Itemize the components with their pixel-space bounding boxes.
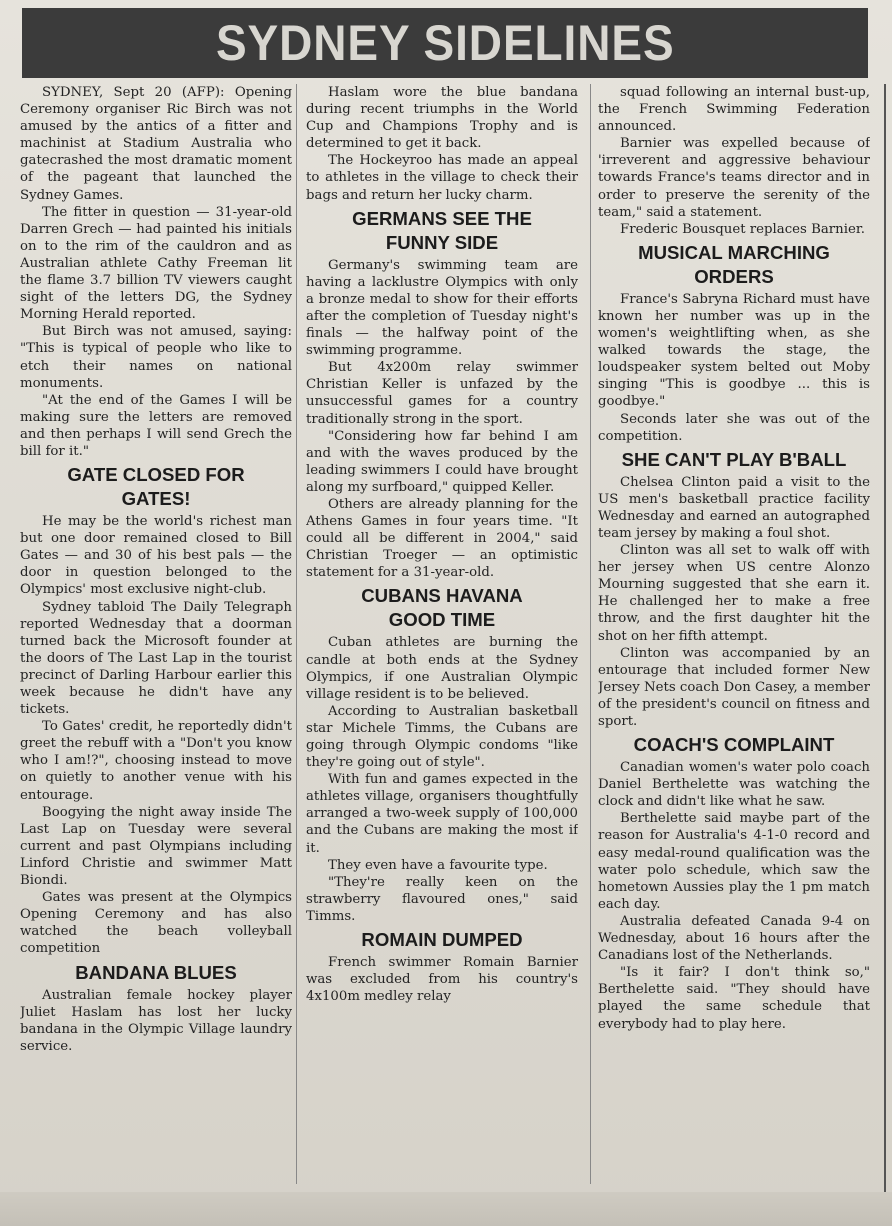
article-paragraph: "Is it fair? I don't think so," Berthelette said. "They should have played the same schedule that everybody had to play here.: [598, 965, 870, 1032]
headline-line: CUBANS HAVANA: [361, 585, 523, 607]
column-3: [598, 84, 870, 1218]
column-divider: [590, 84, 591, 1184]
article-paragraph: Clinton was accompanied by an entourage that included former New Jersey Nets coach Don Casey, a member of the president's council on fitness and sport.: [598, 645, 870, 729]
article-paragraph: Clinton was all set to walk off with her jersey when US centre Alonzo Mourning suggested that she earn it. He challenged her to make a free throw, and the first daughter hit the shot on her fifth attempt.: [598, 543, 870, 644]
article-paragraph: Australia defeated Canada 9-4 on Wednesday, about 16 hours after the Canadians lost of the Netherlands.: [598, 913, 870, 964]
headline-romain-dumped: ROMAIN DUMPED: [361, 929, 523, 951]
masthead-banner: [22, 8, 868, 78]
article-paragraph: Gates was present at the Olympics Opening Ceremony and has also watched the beach volleyball competition: [20, 890, 292, 957]
article-paragraph: Chelsea Clinton paid a visit to the US men's basketball practice facility Wednesday and earned an autographed team jersey by making a foul shot.: [598, 474, 870, 541]
article-paragraph: Barnier was expelled because of 'irreverent and aggressive behaviour towards France's teams director and in order to preserve the serenity of the team," said a statement.: [598, 136, 870, 220]
headline-line: GOOD TIME: [388, 609, 496, 631]
article-paragraph: Canadian women's water polo coach Daniel Berthelette was watching the clock and didn't like what he saw.: [598, 760, 870, 810]
article-paragraph: French swimmer Romain Barnier was excluded from his country's 4x100m medley relay: [306, 955, 578, 1005]
headline-line: MUSICAL MARCHING: [638, 241, 830, 263]
article-paragraph: With fun and games expected in the athletes village, organisers thoughtfully arranged a two-week supply of 100,000 and the Cubans are making the most if it.: [306, 772, 578, 856]
headline-line: GERMANS SEE THE: [352, 207, 532, 229]
headline-cant-play-bball: SHE CAN'T PLAY B'BALL: [621, 448, 847, 470]
article-paragraph: France's Sabryna Richard must have known her number was up in the women's weightlifting when, as she walked towards the stage, the loudspeaker system belted out Moby singing "This is goodbye ... this is goodbye.": [598, 291, 870, 410]
article-paragraph: Others are already planning for the Athens Games in four years time. "It could all be different in 2004," said Christian Troeger — an optimistic statement for a 31-year-old.: [306, 496, 578, 581]
page-border: [884, 84, 886, 1194]
article-paragraph: Germany's swimming team are having a lacklustre Olympics with only a bronze medal to show for their efforts after the completion of Tuesday night's finals — the halfway point of the swimming programme.: [306, 257, 578, 359]
headline-line: FUNNY SIDE: [385, 231, 499, 253]
article-paragraph: Seconds later she was out of the competition.: [598, 411, 870, 444]
article-paragraph: "Considering how far behind I am and with the waves produced by the leading swimmers I could have brought along my surfboard," quipped Keller.: [306, 428, 578, 495]
article-paragraph: Frederic Bousquet replaces Barnier.: [620, 221, 865, 237]
headline-germans: [306, 207, 578, 255]
headline-bandana-blues: BANDANA BLUES: [75, 961, 237, 983]
page-bottom-edge: [0, 1192, 892, 1226]
article-paragraph: "They're really keen on the strawberry flavoured ones," said Timms.: [306, 874, 578, 924]
headline-cubans: [306, 584, 578, 632]
article-paragraph: But 4x200m relay swimmer Christian Keller is unfazed by the unsuccessful games for a country traditionally strong in the sport.: [306, 360, 578, 427]
article-paragraph: SYDNEY, Sept 20 (AFP): Opening Ceremony organiser Ric Birch was not amused by the antics of a fitter and machinist at Stadium Australia who gatecrashed the most dramatic moment of the pageant that launched the Sydney Games.: [20, 85, 292, 203]
article-paragraph: According to Australian basketball star Michele Timms, the Cubans are going through Olympic condoms "like they're going out of style".: [306, 703, 578, 771]
article-paragraph: Sydney tabloid The Daily Telegraph reported Wednesday that a doorman turned back the Microsoft founder at the doors of The Last Lap in the tourist precinct of Darling Harbour earlier this week because he didn't have any tickets.: [20, 599, 292, 718]
article-paragraph: Boogying the night away inside The Last Lap on Tuesday were several current and past Olympians including Linford Christie and swimmer Matt Biondi.: [20, 804, 292, 889]
article-paragraph: Cuban athletes are burning the candle at both ends at the Sydney Olympics, if one Australian Olympic village resident is to be believed.: [306, 635, 578, 702]
article-paragraph: Australian female hockey player Juliet Haslam has lost her lucky bandana in the Olympic Village laundry service.: [20, 987, 292, 1054]
article-paragraph: "At the end of the Games I will be making sure the letters are removed and then perhaps I will send Grech the bill for it.": [20, 392, 292, 459]
headline-musical-orders: [598, 241, 870, 289]
headline-gate-closed: [20, 463, 292, 511]
headline-line: ORDERS: [694, 265, 774, 287]
article-paragraph: The fitter in question — 31-year-old Darren Grech — had painted his initials on to the rim of the cauldron and as Australian athlete Cathy Freeman lit the flame 3.7 billion TV viewers caught sight of the letters DG, the Sydney Morning Herald reported.: [20, 204, 292, 323]
article-paragraph: Berthelette said maybe part of the reason for Australia's 4-1-0 record and easy medal-round qualification was the water polo schedule, which saw the hometown Aussies play the 1 pm match each day.: [598, 811, 870, 912]
headline-line: GATE CLOSED FOR: [67, 464, 245, 486]
column-divider: [296, 84, 297, 1184]
article-paragraph: Haslam wore the blue bandana during recent triumphs in the World Cup and Champions Trophy and is determined to get it back.: [306, 85, 578, 152]
article-paragraph: To Gates' credit, he reportedly didn't greet the rebuff with a "Don't you know who I am!?", choosing instead to move on quietly to another venue with his entourage.: [20, 719, 292, 803]
article-paragraph: The Hockeyroo has made an appeal to athletes in the village to check their bags and return her lucky charm.: [306, 153, 578, 203]
headline-coachs-complaint: COACH'S COMPLAINT: [633, 734, 835, 756]
article-paragraph: They even have a favourite type.: [328, 857, 548, 873]
article-paragraph: But Birch was not amused, saying: "This is typical of people who like to etch their names on national monuments.: [20, 324, 292, 391]
article-paragraph: squad following an internal bust-up, the French Swimming Federation announced.: [598, 85, 870, 135]
column-1: [20, 84, 292, 1218]
column-2: [306, 84, 578, 1218]
masthead-title: SYDNEY SIDELINES: [215, 15, 675, 71]
article-paragraph: He may be the world's richest man but one door remained closed to Bill Gates — and 30 of his best pals — the door in question belonged to the Olympics' most exclusive night-club.: [20, 514, 292, 598]
headline-line: GATES!: [121, 488, 191, 510]
